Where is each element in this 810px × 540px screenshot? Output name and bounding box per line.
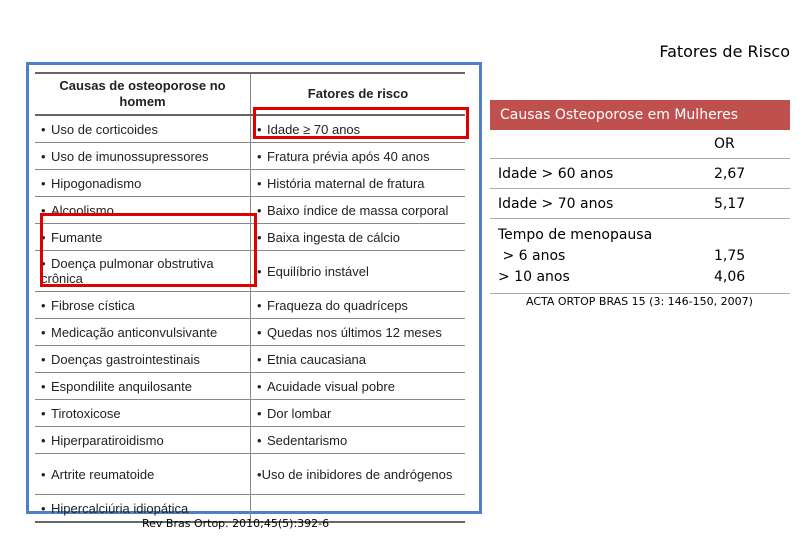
cause-cell [35,400,251,427]
table-row [35,373,465,400]
cause-cell [35,427,251,454]
bullet: • [41,229,46,245]
men-citation: Rev Bras Ortop. 2010;45(5):392-6 [142,517,330,530]
risk-cell [251,454,466,495]
risk-text: Fraqueza do quadríceps [267,297,408,313]
bullet: • [41,500,46,516]
risk-text: Sedentarismo [267,432,348,448]
bullet: • [257,466,262,482]
bullet: • [257,229,262,245]
or-value: 2,67 [706,159,790,189]
table-row [35,427,465,454]
bullet: • [41,121,46,137]
cause-text: Medicação anticonvulsivante [51,324,218,340]
bullet: • [41,202,46,218]
table-row [35,319,465,346]
bullet: • [257,202,262,218]
bullet: • [41,405,46,421]
cause-cell [35,292,251,319]
bullet: • [41,324,46,340]
highlight-box-smoking-copd [40,213,257,287]
or-value: 5,17 [706,189,790,219]
bullet: • [257,432,262,448]
women-table-title: Causas Osteoporose em Mulheres [490,100,790,130]
cause-cell [35,373,251,400]
menopause-values [706,219,790,294]
cause-cell [35,143,251,170]
risk-text: Baixa ingesta de cálcio [267,229,400,245]
women-citation: ACTA ORTOP BRAS 15 (3: 146-150, 2007) [526,295,753,308]
bullet: • [257,324,262,340]
women-risk-table [490,100,790,294]
menopause-cell [490,219,706,294]
bullet: • [257,351,262,367]
factor-label: Idade > 70 anos [490,189,706,219]
cause-cell [35,170,251,197]
or-value: 4,06 [714,268,746,285]
risk-cell [251,373,466,400]
risk-cell [251,346,466,373]
women-or-header-row [490,130,790,159]
risk-text: Uso de inibidores de andrógenos [261,466,453,482]
cause-text: Uso de imunossupressores [51,148,209,164]
risk-cell [251,170,466,197]
cause-cell [35,115,251,143]
table-row [35,400,465,427]
risk-text: Acuidade visual pobre [267,378,395,394]
menopause-label: Tempo de menopausa [498,226,653,243]
risk-cell [251,292,466,319]
bullet: • [257,297,262,313]
table-row [35,292,465,319]
risk-text: Dor lombar [267,405,332,421]
women-table-title-row [490,100,790,130]
cause-cell [35,454,251,495]
table-row [35,454,465,495]
bullet: • [41,256,46,271]
risk-cell [251,251,466,292]
risk-text: Idade ≥ 70 anos [267,121,361,137]
risk-cell [251,427,466,454]
cause-text: Tirotoxicose [51,405,121,421]
table-row [490,159,790,189]
factor-label: Idade > 60 anos [490,159,706,189]
risk-text: História maternal de fratura [267,175,425,191]
or-value: 1,75 [714,247,746,264]
bullet: • [257,378,262,394]
bullet: • [257,175,262,191]
menopause-sub-label: > 6 anos [498,247,566,264]
cause-cell [35,319,251,346]
bullet: • [257,405,262,421]
cause-text: Hipogonadismo [51,175,142,191]
men-header-risk: Fatores de risco [251,73,466,115]
cause-cell [35,346,251,373]
cause-text: Fumante [51,229,103,245]
risk-text: Baixo índice de massa corporal [267,202,449,218]
risk-cell [251,197,466,224]
table-row [35,143,465,170]
risk-cell [251,224,466,251]
risk-text: Equilíbrio instável [267,263,369,279]
bullet: • [41,148,46,164]
cause-text: Fibrose cística [51,297,135,313]
risk-text: Fratura prévia após 40 anos [267,148,430,164]
bullet: • [257,263,262,279]
empty-cell [490,130,706,159]
or-header: OR [706,130,790,159]
cause-text: Espondilite anquilosante [51,378,192,394]
cause-text: Doença pulmonar obstrutiva crônica [41,256,214,286]
menopause-sub-label: > 10 anos [498,268,570,285]
men-risk-table [35,72,465,523]
bullet: • [41,466,46,482]
slide-title: Fatores de Risco [659,42,790,61]
table-row [490,219,790,294]
bullet: • [41,432,46,448]
risk-cell [251,400,466,427]
cause-text: Uso de corticoides [51,121,158,137]
risk-text: Quedas nos últimos 12 meses [267,324,442,340]
risk-cell [251,143,466,170]
highlight-box-age [253,107,469,139]
table-row [490,189,790,219]
bullet: • [41,175,46,191]
cause-text: Artrite reumatoide [51,466,155,482]
table-row [35,346,465,373]
table-row [35,170,465,197]
risk-text: Etnia caucasiana [267,351,367,367]
risk-cell [251,319,466,346]
bullet: • [257,121,262,137]
bullet: • [257,148,262,164]
cause-text: Hipercalciúria idiopática [51,500,189,516]
cause-text: Alcoolismo [51,202,114,218]
cause-text: Hiperparatiroidismo [51,432,164,448]
bullet: • [41,297,46,313]
bullet: • [41,378,46,394]
bullet: • [41,351,46,367]
cause-text: Doenças gastrointestinais [51,351,200,367]
men-header-causes: Causas de osteoporose no homem [35,73,251,115]
